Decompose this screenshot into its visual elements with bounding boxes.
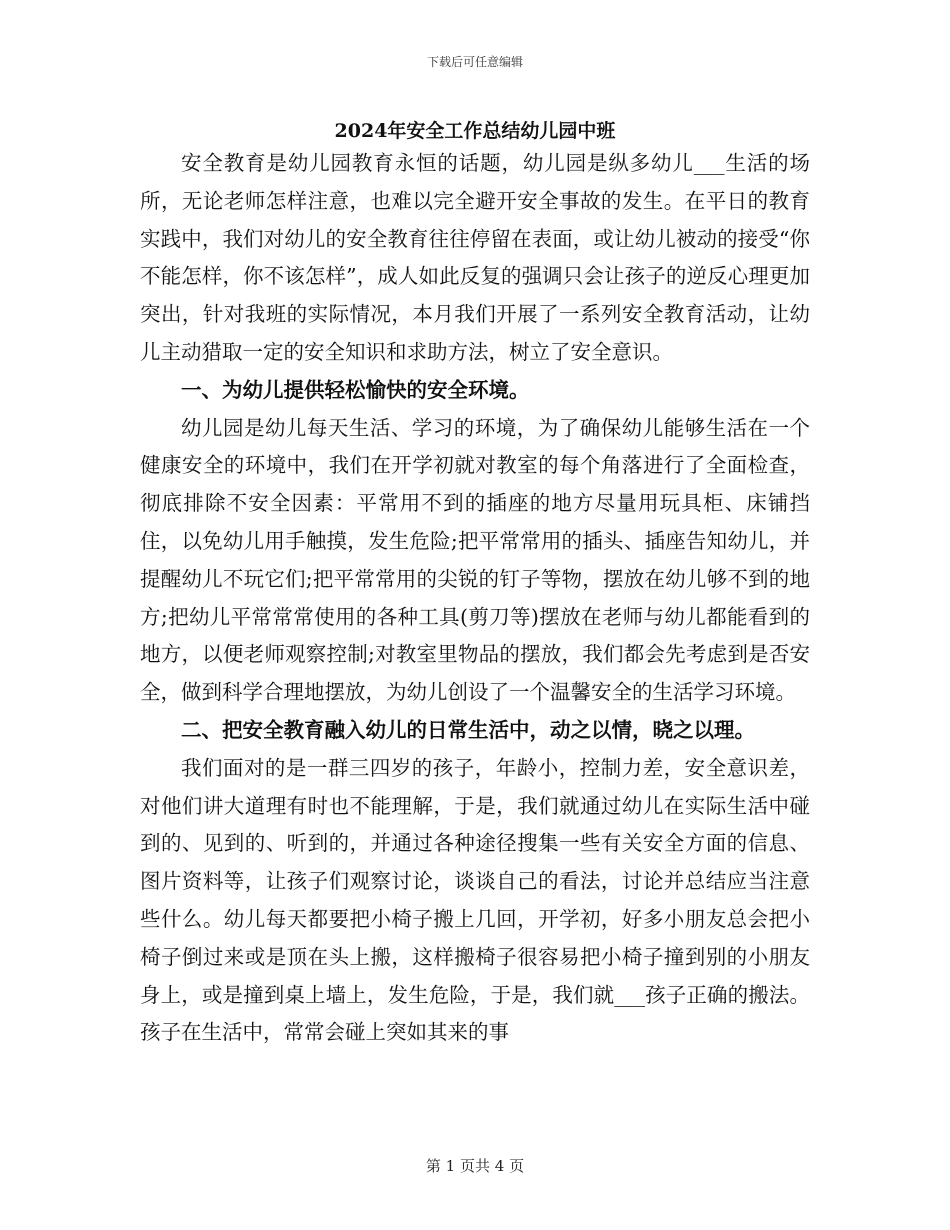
paragraph-section-2: 我们面对的是一群三四岁的孩子，年龄小，控制力差，安全意识差，对他们讲大道理有时也不能理解，于是，我们就通过幼儿在实际生活中碰到的、见到的、听到的，并通过各种途径搜集一些有关安全方面的信息、图片资料等，让孩子们观察讨论，谈谈自己的看法，讨论并总结应当注意些什么。幼儿每天都要把小椅子搬上几回，开学初，好多小朋友总会把小椅子倒过来或是顶在头上搬，这样搬椅子很容易把小椅子撞到别的小朋友身上，或是撞到桌上墙上，发生危险，于是，我们就___孩子正确的搬法。孩子在生活中，常常会碰上突如其来的事 bbox=[140, 755, 810, 1045]
paragraph-intro: 安全教育是幼儿园教育永恒的话题，幼儿园是纵多幼儿___生活的场所，无论老师怎样注意，也难以完全避开安全事故的发生。在平日的教育实践中，我们对幼儿的安全教育往往停留在表面，或让幼儿被动的接受“你不能怎样，你不该怎样”，成人如此反复的强调只会让孩子的逆反心理更加突出，针对我班的实际情况，本月我们开展了一系列安全教育活动，让幼儿主动猎取一定的安全知识和求助方法，树立了安全意识。 bbox=[140, 151, 810, 364]
section-heading-1: 一、为幼儿提供轻松愉快的安全环境。 bbox=[181, 377, 530, 402]
page-number: 第 1 页共 4 页 bbox=[425, 1157, 525, 1175]
header-note: 下载后可任意编辑 bbox=[426, 55, 523, 69]
document-body bbox=[140, 145, 810, 1052]
document-title: 2024年安全工作总结幼儿园中班 bbox=[334, 120, 616, 142]
section-heading-2: 二、把安全教育融入幼儿的日常生活中，动之以情，晓之以理。 bbox=[181, 717, 755, 742]
paragraph-section-1: 幼儿园是幼儿每天生活、学习的环境，为了确保幼儿能够生活在一个健康安全的环境中，我们在开学初就对教室的每个角落进行了全面检查，彻底排除不安全因素：平常用不到的插座的地方尽量用玩具柜、床铺挡住，以免幼儿用手触摸，发生危险;把平常常用的插头、插座告知幼儿，并提醒幼儿不玩它们;把平常常用的尖锐的钉子等物，摆放在幼儿够不到的地方;把幼儿平常常常使用的各种工具(剪刀等)摆放在老师与幼儿都能看到的地方，以便老师观察控制;对教室里物品的摆放，我们都会先考虑到是否安全，做到科学合理地摆放，为幼儿创设了一个温馨安全的生活学习环境。 bbox=[140, 415, 810, 705]
